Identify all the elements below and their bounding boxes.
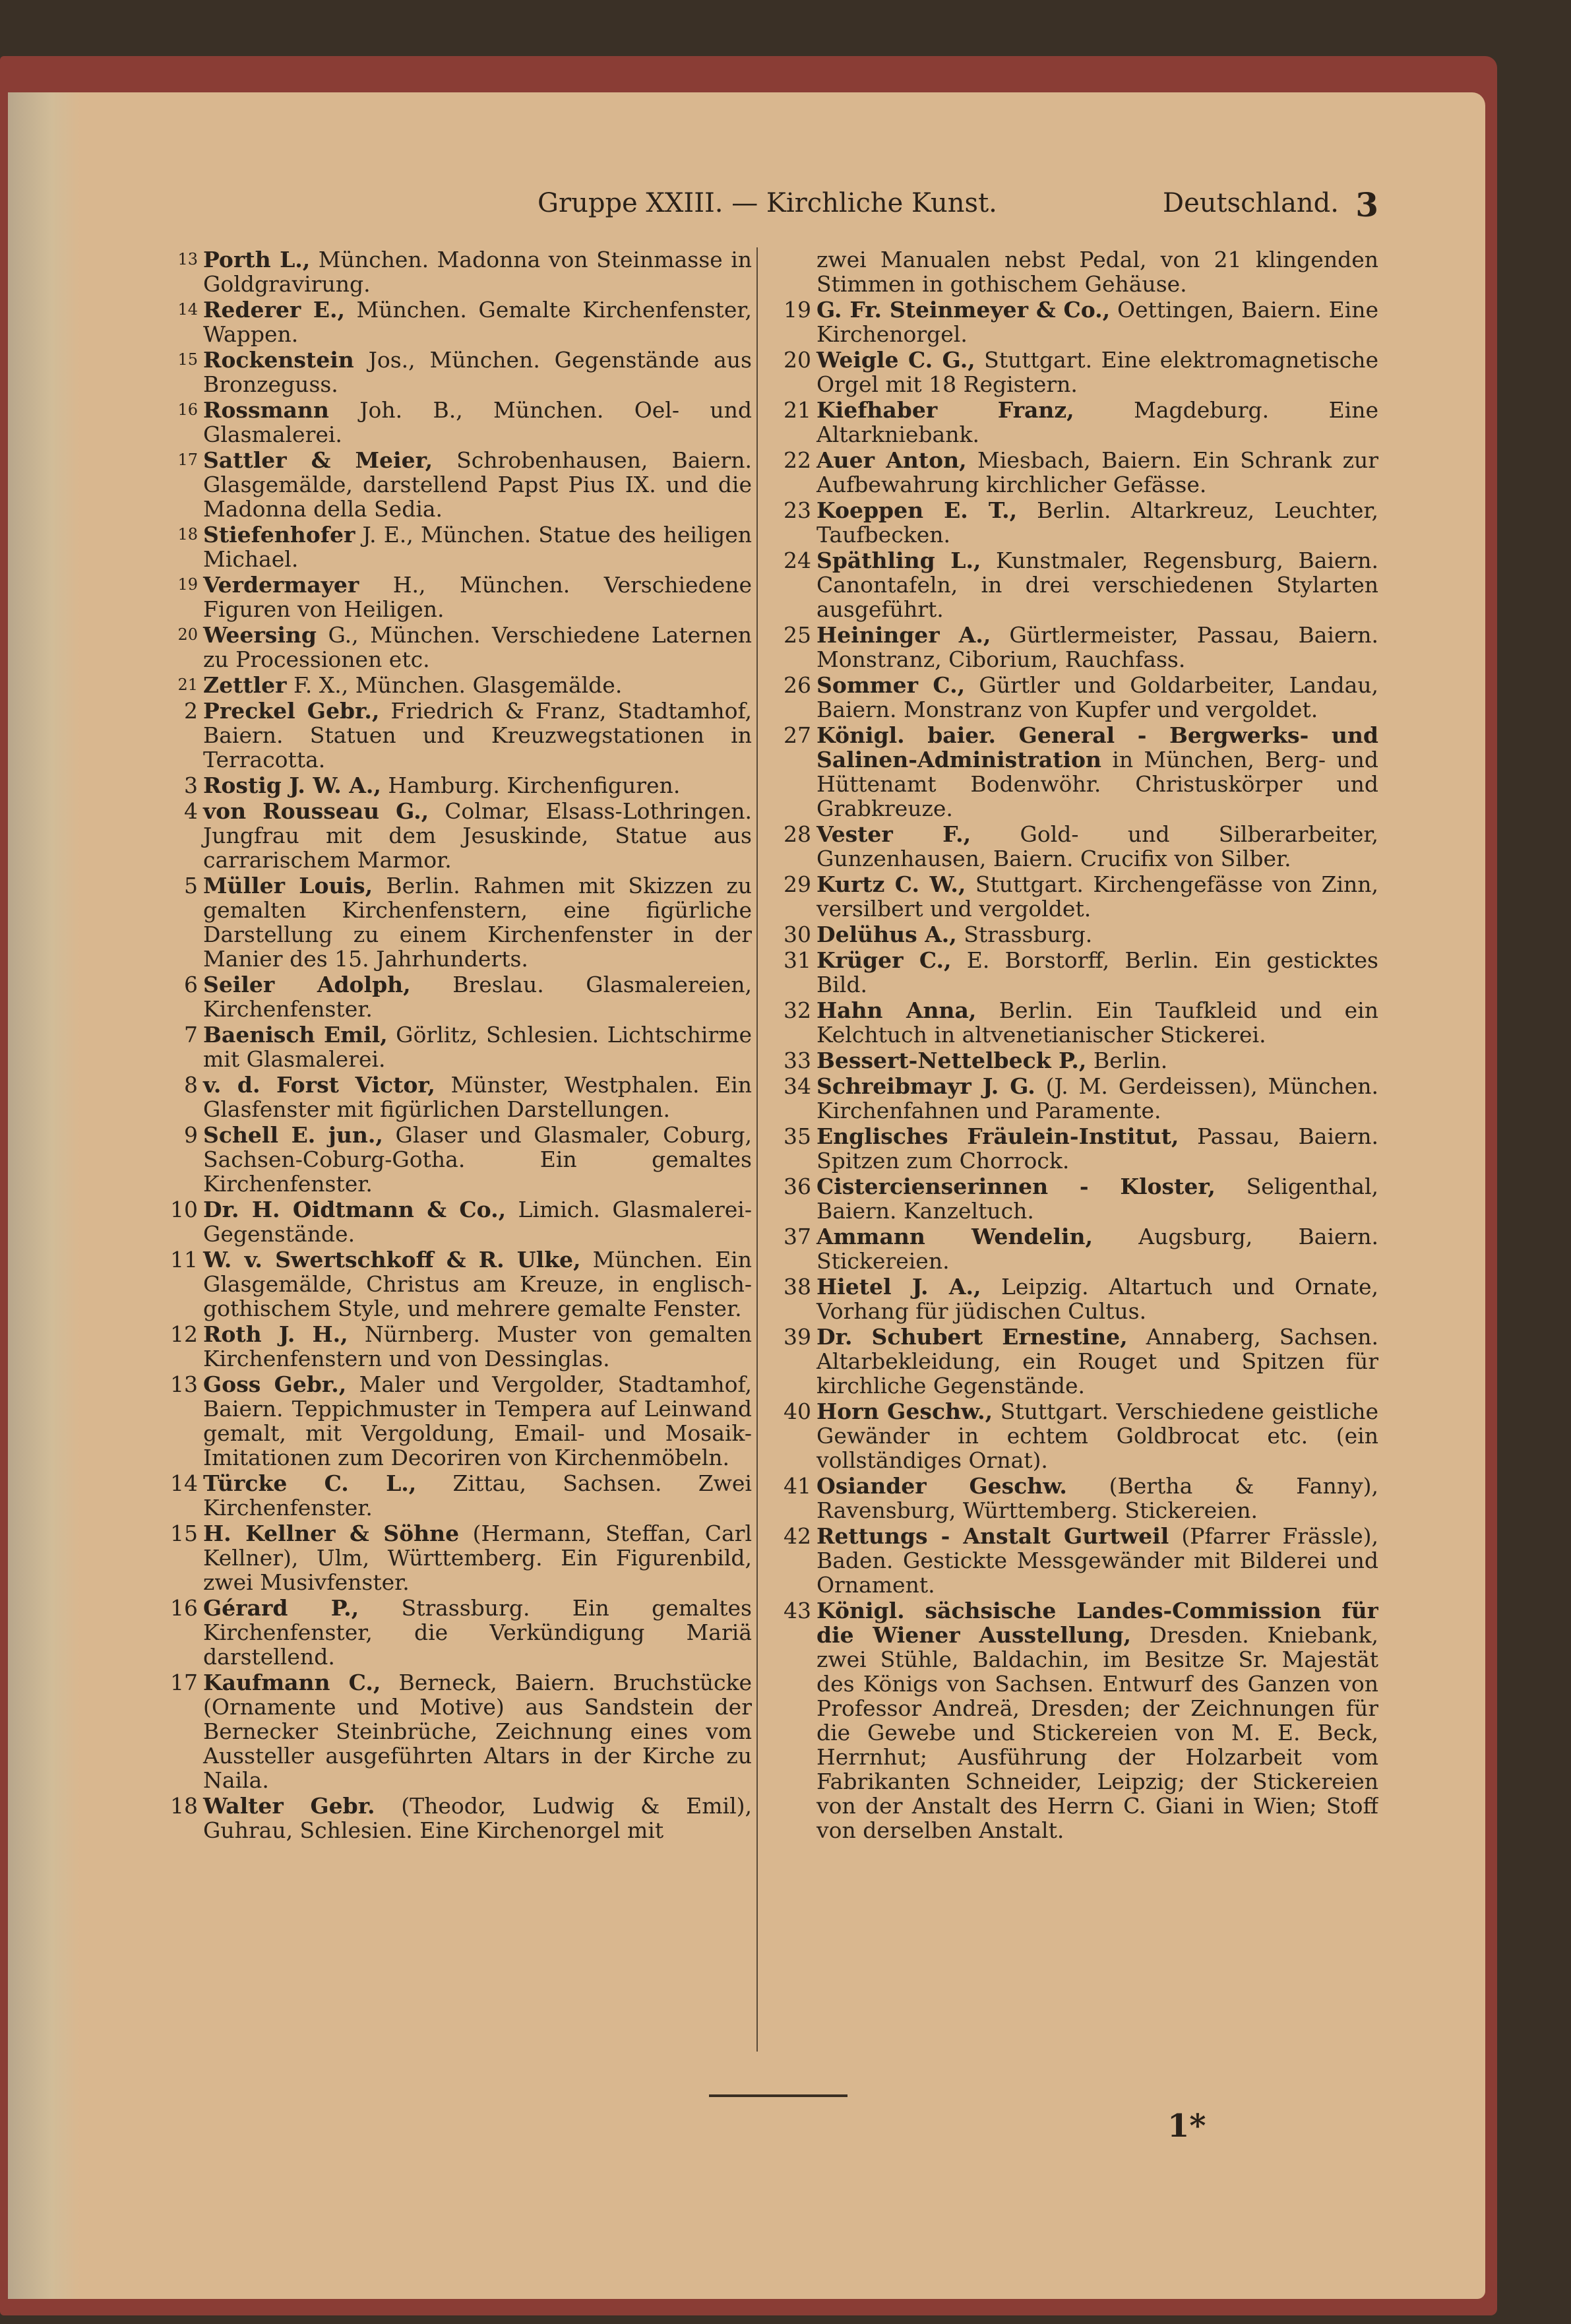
exhibitor-name: Weigle C. G., — [816, 347, 975, 373]
header-country: Deutschland. — [1163, 188, 1339, 218]
entry-number: 13 — [177, 250, 198, 268]
entry-description: E. Borstorff, Berlin. Ein gesticktes Bild. — [816, 947, 1378, 997]
catalog-entry — [158, 1123, 752, 1196]
entry-number: 14 — [170, 1470, 198, 1496]
entry-number: 42 — [784, 1523, 811, 1549]
entry-description: zwei Manualen nebst Pedal, von 21 klingenden Stimmen in gothischem Gehäuse. — [816, 247, 1378, 297]
entry-description: Berlin. — [1086, 1048, 1168, 1073]
entry-number: 18 — [177, 525, 198, 544]
entry-number: 17 — [177, 451, 198, 469]
entry-number: 24 — [784, 548, 811, 573]
running-header — [538, 185, 1378, 228]
entry-number: 4 — [184, 798, 198, 824]
entry-description: G., München. Verschiedene Laternen zu Processionen etc. — [203, 622, 752, 672]
entry-description: Berlin. Ein Taufkleid und ein Kelchtuch in altvenetianischer Stickerei. — [816, 997, 1378, 1048]
exhibitor-name: Verdermayer — [203, 572, 359, 598]
entry-description: Glaser und Glasmaler, Coburg, Sachsen-Coburg-Gotha. Ein gemaltes Kirchenfenster. — [203, 1122, 752, 1197]
entry-description: Münster, Westphalen. Ein Glasfenster mit figürlichen Darstellungen. — [203, 1072, 752, 1122]
entry-number: 9 — [184, 1122, 198, 1148]
exhibitor-name: von Rousseau G., — [203, 798, 429, 824]
entry-description: Strassburg. Ein gemaltes Kirchenfenster, die Verkündigung Mariä darstellend. — [203, 1595, 752, 1670]
entry-description: München. Ein Glasgemälde, Christus am Kreuze, in englisch-gothischem Style, und mehrere gemalte Fenster. — [203, 1247, 752, 1321]
catalog-entry — [158, 699, 752, 772]
entry-description: (Pfarrer Frässle), Baden. Gestickte Messgewänder mit Bilderei und Ornament. — [816, 1523, 1378, 1598]
exhibitor-name: Gérard P., — [203, 1595, 359, 1621]
catalog-entry — [772, 822, 1378, 871]
exhibitor-name: Goss Gebr., — [203, 1371, 347, 1397]
entry-number: 11 — [170, 1247, 198, 1272]
entry-description: Stuttgart. Kirchengefässe von Zinn, versilbert und vergoldet. — [816, 871, 1378, 922]
entry-description: (Hermann, Steffan, Carl Kellner), Ulm, Württemberg. Ein Figurenbild, zwei Musivfenster. — [203, 1521, 752, 1595]
exhibitor-name: Weersing — [203, 622, 317, 648]
header-title: Gruppe XXIII. — Kirchliche Kunst. — [538, 188, 997, 218]
entry-description: Leipzig. Altartuch und Ornate, Vorhang für jüdischen Cultus. — [816, 1274, 1378, 1324]
entry-number: 15 — [177, 350, 198, 369]
entry-description: Gold- und Silberarbeiter, Gunzenhausen, Baiern. Crucifix von Silber. — [816, 821, 1378, 871]
exhibitor-name: Roth J. H., — [203, 1321, 348, 1347]
exhibitor-name: Schreibmayr J. G. — [816, 1073, 1035, 1099]
entry-number: 5 — [184, 873, 198, 898]
catalog-entry — [772, 1325, 1378, 1398]
entry-number: 30 — [784, 922, 811, 947]
entry-number: 21 — [177, 675, 198, 694]
catalog-entry — [772, 1048, 1378, 1073]
entry-number: 38 — [784, 1274, 811, 1300]
left-column — [158, 247, 752, 2068]
entry-number: 32 — [784, 997, 811, 1023]
entry-description: F. X., München. Glasgemälde. — [286, 672, 623, 698]
entry-description: Stuttgart. Eine elektromagnetische Orgel mit 18 Registern. — [816, 347, 1378, 397]
entry-description: in München, Berg- und Hüttenamt Bodenwöhr. Christuskörper und Grabkreuze. — [816, 747, 1378, 821]
catalog-entry — [772, 673, 1378, 722]
catalog-entry — [158, 972, 752, 1021]
entry-description: Kunstmaler, Regensburg, Baiern. Canontafeln, in drei verschiedenen Stylarten ausgeführt. — [816, 548, 1378, 622]
entry-number: 17 — [170, 1670, 198, 1695]
entry-number: 13 — [170, 1371, 198, 1397]
exhibitor-name: Sommer C., — [816, 672, 966, 698]
entry-description: Berneck, Baiern. Bruchstücke (Ornamente und Motive) aus Sandstein der Bernecker Steinbrüche, Zeichnung eines vom Aussteller ausgeführten Altars in der Kirche zu Naila. — [203, 1670, 752, 1793]
entry-number: 2 — [184, 698, 198, 724]
catalog-entry — [772, 247, 1378, 296]
entry-number: 21 — [784, 397, 811, 423]
exhibitor-name: Bessert-Nettelbeck P., — [816, 1048, 1087, 1073]
entry-description: Schrobenhausen, Baiern. Glasgemälde, darstellend Papst Pius IX. und die Madonna della Sedia. — [203, 447, 752, 522]
exhibitor-name: Seiler Adolph, — [203, 972, 411, 997]
catalog-entry — [772, 1174, 1378, 1223]
entry-description: Magdeburg. Eine Altarkniebank. — [816, 397, 1378, 447]
entry-description: Colmar, Elsass-Lothringen. Jungfrau mit dem Jesuskinde, Statue aus carrarischem Marmor. — [203, 798, 752, 873]
entry-description: Berlin. Rahmen mit Skizzen zu gemalten Kirchenfenstern, eine figürliche Darstellung zu einem Kirchenfenster in der Manier des 15. Jahrhunderts. — [203, 873, 752, 972]
entry-number: 22 — [784, 447, 811, 473]
catalog-entry — [772, 723, 1378, 821]
entry-description: Hamburg. Kirchenfiguren. — [381, 772, 681, 798]
exhibitor-name: Dr. H. Oidtmann & Co., — [203, 1197, 507, 1222]
exhibitor-name: Krüger C., — [816, 947, 952, 973]
exhibitor-name: Späthling L., — [816, 548, 981, 573]
entry-number: 37 — [784, 1224, 811, 1249]
exhibitor-name: Türcke C. L., — [203, 1470, 417, 1496]
entry-number: 15 — [170, 1521, 198, 1546]
entry-number: 28 — [784, 821, 811, 847]
entry-number: 41 — [784, 1473, 811, 1499]
catalog-entry — [158, 573, 752, 621]
entry-number: 23 — [784, 497, 811, 523]
footer-rule — [709, 2094, 847, 2097]
column-divider — [756, 247, 758, 2052]
entry-description: Jos., München. Gegenstände aus Bronzeguss. — [203, 347, 752, 397]
entry-number: 19 — [784, 297, 811, 323]
entry-number: 20 — [177, 625, 198, 644]
catalog-entry — [158, 1372, 752, 1470]
entry-number: 8 — [184, 1072, 198, 1098]
entry-number: 40 — [784, 1398, 811, 1424]
catalog-entry — [158, 298, 752, 346]
exhibitor-name: Rettungs - Anstalt Gurtweil — [816, 1523, 1169, 1549]
catalog-entry — [158, 773, 752, 798]
exhibitor-name: Zettler — [203, 672, 287, 698]
entry-description: Limich. Glasmalerei-Gegenstände. — [203, 1197, 752, 1247]
entry-description: Annaberg, Sachsen. Altarbekleidung, ein Rouget und Spitzen für kirchliche Gegenstände. — [816, 1324, 1378, 1398]
exhibitor-name: v. d. Forst Victor, — [203, 1072, 435, 1098]
catalog-entry — [772, 998, 1378, 1047]
entry-number: 26 — [784, 672, 811, 698]
catalog-entry — [158, 1794, 752, 1842]
catalog-entry — [158, 799, 752, 872]
catalog-entry — [158, 1073, 752, 1121]
entry-description: H., München. Verschiedene Figuren von Heiligen. — [203, 572, 752, 622]
entry-description: Berlin. Altarkreuz, Leuchter, Taufbecken. — [816, 497, 1378, 548]
exhibitor-name: Dr. Schubert Ernestine, — [816, 1324, 1128, 1350]
exhibitor-name: Auer Anton, — [816, 447, 967, 473]
catalog-entry — [772, 1224, 1378, 1273]
catalog-entry — [772, 448, 1378, 497]
entry-description: Nürnberg. Muster von gemalten Kirchenfenstern und von Dessinglas. — [203, 1321, 752, 1371]
exhibitor-name: H. Kellner & Söhne — [203, 1521, 460, 1546]
entry-description: (Bertha & Fanny), Ravensburg, Württemberg. Stickereien. — [816, 1473, 1378, 1523]
exhibitor-name: Porth L., — [203, 247, 311, 272]
entry-number: 35 — [784, 1123, 811, 1149]
entry-description: J. E., München. Statue des heiligen Michael. — [203, 522, 752, 572]
exhibitor-name: Vester F., — [816, 821, 971, 847]
exhibitor-name: Kurtz C. W., — [816, 871, 966, 897]
entry-description: Maler und Vergolder, Stadtamhof, Baiern. Teppichmuster in Tempera auf Leinwand gemalt, mit Vergoldung, Email- und Mosaik-Imitationen zum Decoriren von Kirchenmöbeln. — [203, 1371, 752, 1470]
entry-number: 3 — [184, 772, 198, 798]
exhibitor-name: Königl. sächsische Landes-Commission für die Wiener Ausstellung, — [816, 1598, 1378, 1648]
catalog-entry — [158, 873, 752, 971]
catalog-entry — [158, 673, 752, 697]
catalog-entry — [158, 1471, 752, 1520]
entry-description: München. Gemalte Kirchenfenster, Wappen. — [203, 297, 752, 347]
entry-description: Passau, Baiern. Spitzen zum Chorrock. — [816, 1123, 1378, 1174]
catalog-entry — [158, 348, 752, 396]
exhibitor-name: Müller Louis, — [203, 873, 373, 898]
exhibitor-name: Osiander Geschw. — [816, 1473, 1067, 1499]
exhibitor-name: Walter Gebr. — [203, 1793, 375, 1819]
entry-description: (J. M. Gerdeissen), München. Kirchenfahnen und Paramente. — [816, 1073, 1378, 1123]
exhibitor-name: Baenisch Emil, — [203, 1022, 388, 1048]
catalog-entry — [158, 1521, 752, 1594]
exhibitor-name: Hahn Anna, — [816, 997, 977, 1023]
entry-description: Breslau. Glasmalereien, Kirchenfenster. — [203, 972, 752, 1022]
entry-description: Joh. B., München. Oel- und Glasmalerei. — [203, 397, 752, 447]
entry-number: 29 — [784, 871, 811, 897]
exhibitor-name: Ammann Wendelin, — [816, 1224, 1094, 1249]
catalog-entry — [158, 247, 752, 296]
catalog-entry — [158, 1322, 752, 1371]
entry-number: 25 — [784, 622, 811, 648]
exhibitor-name: Horn Geschw., — [816, 1398, 993, 1424]
catalog-entry — [158, 623, 752, 672]
entry-description: Görlitz, Schlesien. Lichtschirme mit Glasmalerei. — [203, 1022, 752, 1072]
exhibitor-name: Rostig J. W. A., — [203, 772, 381, 798]
exhibitor-name: Rockenstein — [203, 347, 354, 373]
entry-description: Augsburg, Baiern. Stickereien. — [816, 1224, 1378, 1274]
entry-description: Stuttgart. Verschiedene geistliche Gewänder in echtem Goldbrocat etc. (ein vollständiges Ornat). — [816, 1398, 1378, 1473]
exhibitor-name: Sattler & Meier, — [203, 447, 433, 473]
entry-number: 16 — [170, 1595, 198, 1621]
entry-number: 43 — [784, 1598, 811, 1623]
entry-number: 16 — [177, 400, 198, 419]
catalog-entry — [772, 1474, 1378, 1523]
catalog-entry — [772, 1524, 1378, 1597]
entry-number: 18 — [170, 1793, 198, 1819]
entry-number: 12 — [170, 1321, 198, 1347]
catalog-entry — [158, 1022, 752, 1071]
catalog-entry — [158, 1670, 752, 1792]
catalog-entry — [158, 1197, 752, 1246]
entry-number: 27 — [784, 722, 811, 748]
exhibitor-name: G. Fr. Steinmeyer & Co., — [816, 297, 1111, 323]
exhibitor-name: Kiefhaber Franz, — [816, 397, 1074, 423]
catalog-entry — [772, 948, 1378, 997]
exhibitor-name: Kaufmann C., — [203, 1670, 381, 1695]
catalog-entry — [772, 1124, 1378, 1173]
entry-description: Gürtlermeister, Passau, Baiern. Monstranz, Ciborium, Rauchfass. — [816, 622, 1378, 672]
exhibitor-name: Königl. baier. General - Bergwerks- und Salinen-Administration — [816, 722, 1378, 772]
entry-description: Seligenthal, Baiern. Kanzeltuch. — [816, 1174, 1378, 1224]
catalog-entry — [158, 1247, 752, 1321]
catalog-entry — [772, 1399, 1378, 1472]
catalog-entry — [772, 1074, 1378, 1123]
entry-number: 34 — [784, 1073, 811, 1099]
exhibitor-name: Rederer E., — [203, 297, 345, 323]
entry-number: 14 — [177, 300, 198, 319]
exhibitor-name: Koeppen E. T., — [816, 497, 1018, 523]
exhibitor-name: W. v. Swertschkoff & R. Ulke, — [203, 1247, 581, 1272]
catalog-entry — [772, 348, 1378, 396]
catalog-entry — [158, 398, 752, 447]
entry-number: 31 — [784, 947, 811, 973]
exhibitor-name: Cistercienserinnen - Kloster, — [816, 1174, 1216, 1199]
exhibitor-name: Stiefenhofer — [203, 522, 355, 548]
catalog-entry — [772, 298, 1378, 346]
page-gutter — [8, 92, 80, 2299]
catalog-entry — [158, 448, 752, 521]
catalog-entry — [772, 623, 1378, 672]
entry-description: Gürtler und Goldarbeiter, Landau, Baiern. Monstranz von Kupfer und vergoldet. — [816, 672, 1378, 722]
exhibitor-name: Delühus A., — [816, 922, 957, 947]
entry-number: 20 — [784, 347, 811, 373]
page-number: 3 — [1355, 185, 1378, 224]
catalog-entry — [772, 1598, 1378, 1842]
entry-number: 19 — [177, 575, 198, 594]
entry-description: München. Madonna von Steinmasse in Goldgravirung. — [203, 247, 752, 297]
catalog-entry — [772, 1274, 1378, 1323]
entry-description: Miesbach, Baiern. Ein Schrank zur Aufbewahrung kirchlicher Gefässe. — [816, 447, 1378, 497]
catalog-entry — [772, 398, 1378, 447]
exhibitor-name: Preckel Gebr., — [203, 698, 380, 724]
entry-number: 10 — [170, 1197, 198, 1222]
exhibitor-name: Hietel J. A., — [816, 1274, 981, 1300]
entry-description: Zittau, Sachsen. Zwei Kirchenfenster. — [203, 1470, 752, 1521]
entry-description: Strassburg. — [956, 922, 1093, 947]
catalog-entry — [772, 498, 1378, 547]
entry-description: Dresden. Kniebank, zwei Stühle, Baldachin, im Besitze Sr. Majestät des Königs von Sachsen. Entwurf des Ganzen von Professor Andreä, Dresden; der Zeichnungen für die Gewebe und Stickereien von M. E. Beck, Herrnhut; Ausführung der Holzarbeit vom Fabrikanten Schneider, Leipzig; der Stickereien von der Anstalt des Herrn C. Giani in Wien; Stoff von derselben Anstalt. — [816, 1622, 1378, 1843]
catalog-entry — [158, 522, 752, 571]
catalog-entry — [772, 922, 1378, 947]
catalog-entry — [772, 548, 1378, 621]
entry-number: 33 — [784, 1048, 811, 1073]
exhibitor-name: Schell E. jun., — [203, 1122, 383, 1148]
entry-number: 7 — [184, 1022, 198, 1048]
entry-description: (Theodor, Ludwig & Emil), Guhrau, Schlesien. Eine Kirchenorgel mit — [203, 1793, 752, 1843]
exhibitor-name: Englisches Fräulein-Institut, — [816, 1123, 1179, 1149]
entry-description: Friedrich & Franz, Stadtamhof, Baiern. Statuen und Kreuzwegstationen in Terracotta. — [203, 698, 752, 772]
signature-mark: 1* — [1167, 2108, 1206, 2145]
entry-description: Oettingen, Baiern. Eine Kirchenorgel. — [816, 297, 1378, 347]
entry-number: 36 — [784, 1174, 811, 1199]
catalog-entry — [772, 872, 1378, 921]
right-column — [772, 247, 1378, 2068]
catalog-entry — [158, 1596, 752, 1669]
exhibitor-name: Rossmann — [203, 397, 329, 423]
entry-number: 39 — [784, 1324, 811, 1350]
entry-number: 6 — [184, 972, 198, 997]
exhibitor-name: Heininger A., — [816, 622, 991, 648]
